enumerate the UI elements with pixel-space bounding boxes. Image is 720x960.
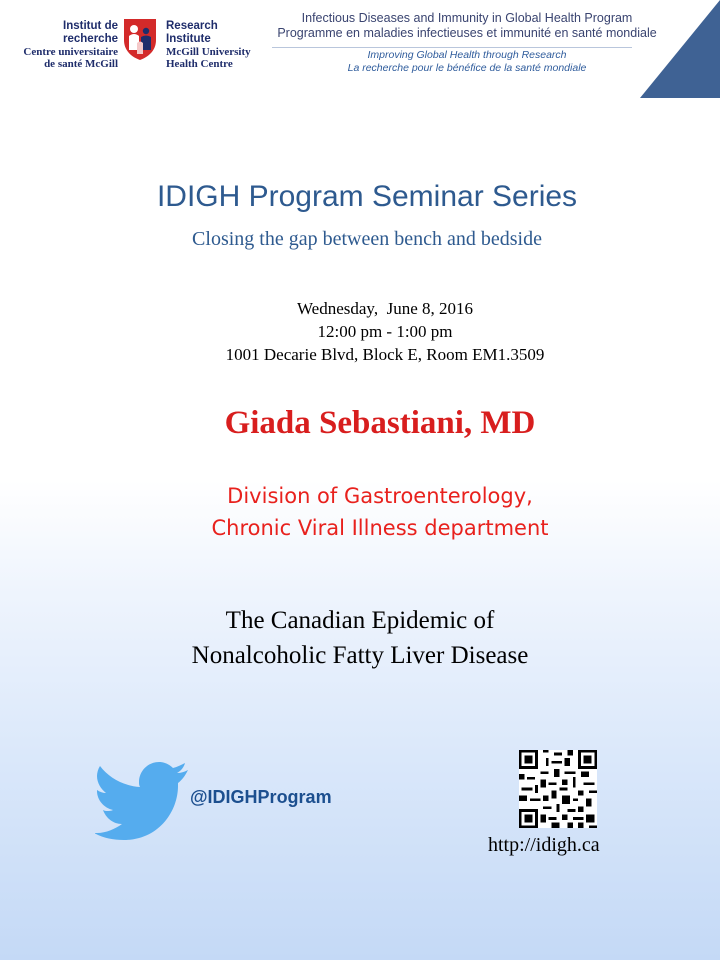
institute-logo-text-fr: Institut de recherche Centre universitaire de santé McGill	[23, 20, 118, 70]
program-header	[272, 11, 662, 75]
institute-logo-text-en: Research Institute McGill University Health Centre	[166, 20, 251, 70]
twitter-bird-icon	[95, 762, 190, 840]
series-subtitle: Closing the gap between bench and bedside	[192, 228, 542, 250]
website-link[interactable]: http://idigh.ca	[488, 834, 600, 856]
event-date: Wednesday, June 8, 2016	[297, 299, 473, 318]
tagline-fr: La recherche pour le bénéfice de la santé mondiale	[347, 62, 587, 74]
event-location: 1001 Decarie Blvd, Block E, Room EM1.3509	[225, 345, 545, 364]
twitter-handle[interactable]: @IDIGHProgram	[190, 787, 332, 807]
speaker-division: Division of Gastroenterology, Chronic Viral Illness department	[211, 484, 549, 540]
header-divider	[272, 47, 632, 48]
program-name-fr: Programme en maladies infectieuses et immunité en santé mondiale	[277, 26, 657, 40]
program-name-en: Infectious Diseases and Immunity in Global Health Program	[301, 11, 633, 25]
event-details	[0, 297, 720, 366]
tagline-en: Improving Global Health through Research	[367, 49, 567, 61]
event-time: 12:00 pm - 1:00 pm	[317, 322, 453, 341]
talk-title: The Canadian Epidemic of Nonalcoholic Fatty Liver Disease	[191, 607, 529, 669]
corner-triangle	[640, 0, 720, 98]
qr-code-icon[interactable]	[519, 750, 597, 828]
series-title: IDIGH Program Seminar Series	[156, 180, 578, 213]
rimuhc-crest-icon	[121, 16, 159, 62]
speaker-name: Giada Sebastiani, MD	[224, 405, 536, 441]
